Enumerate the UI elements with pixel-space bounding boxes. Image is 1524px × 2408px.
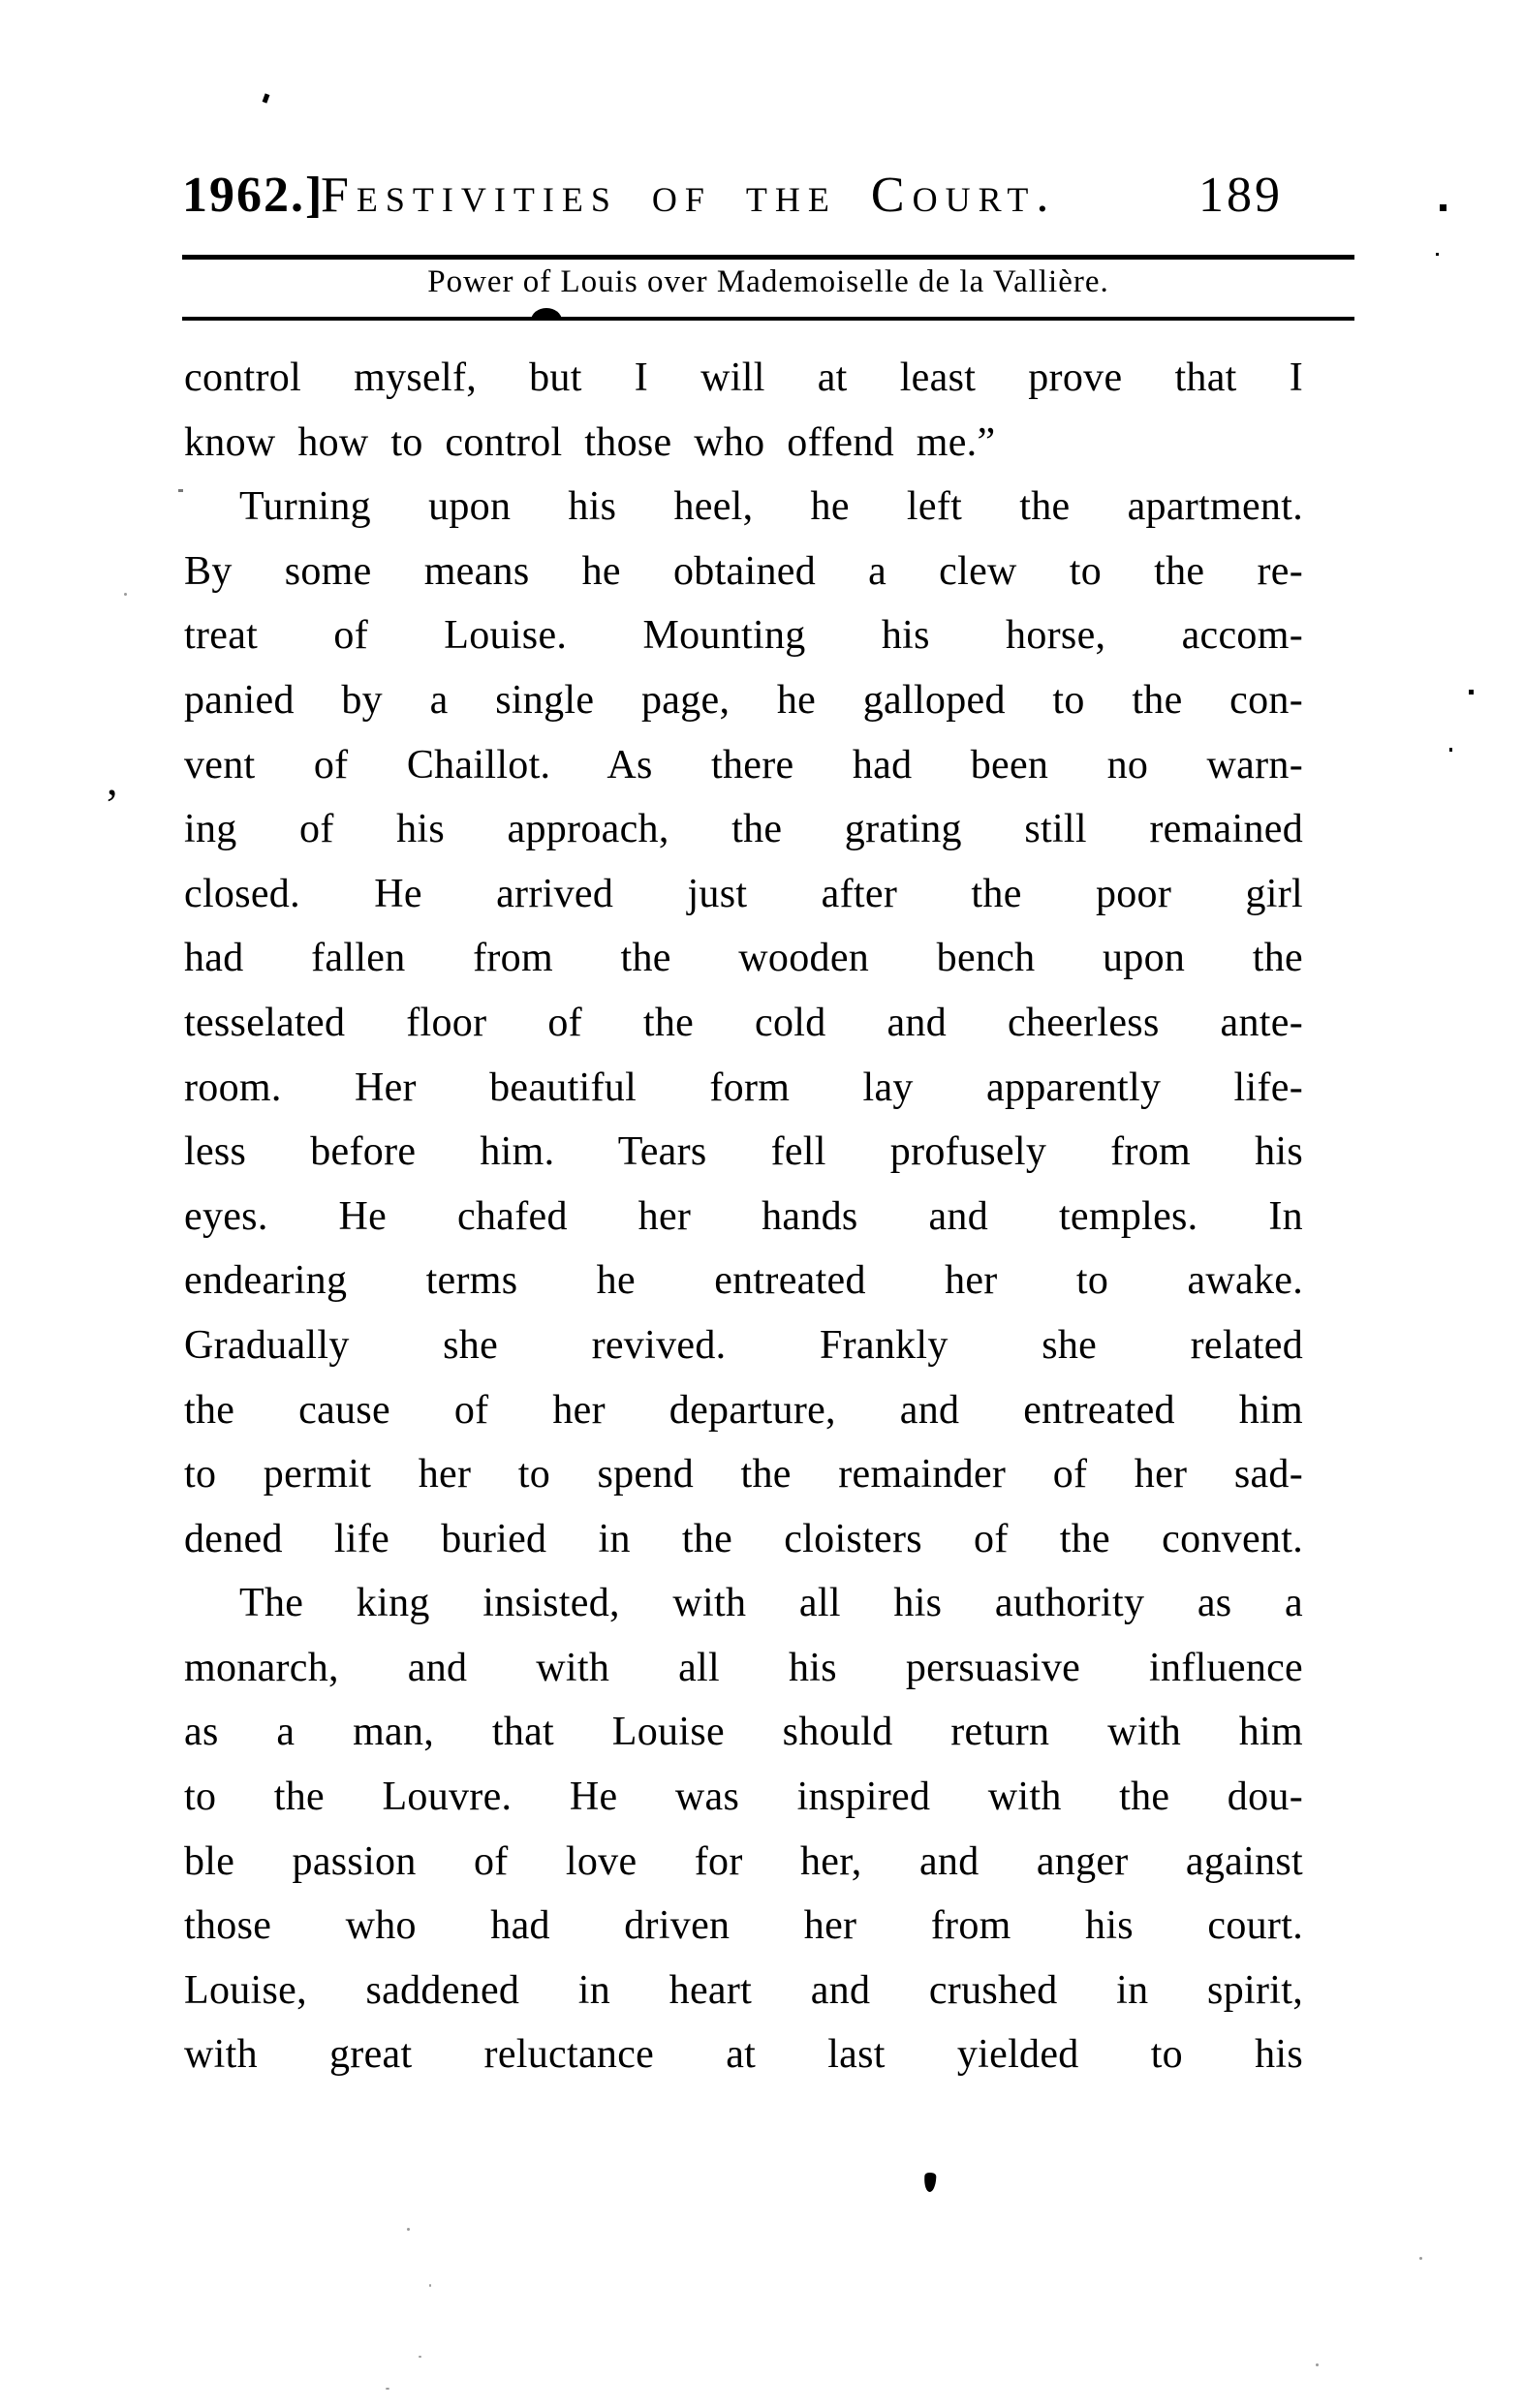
body-text: [184, 346, 1303, 2087]
header-page-number: 189: [1198, 168, 1283, 223]
text-line: Gradually she revived. Frankly she related: [184, 1322, 1303, 1368]
ink-speck: [1449, 748, 1452, 752]
ink-speck: [1436, 253, 1439, 256]
header-chapter-title: Festivities of the Court.: [321, 168, 1057, 223]
header-rule: [182, 255, 1354, 260]
text-line: less before him. Tears fell profusely from his: [184, 1129, 1303, 1175]
text-line: to the Louvre. He was inspired with the dou-: [184, 1775, 1303, 1820]
ink-speck: [263, 93, 270, 103]
ink-speck: [1469, 690, 1474, 695]
text-line: to permit her to spend the remainder of her sad-: [184, 1452, 1303, 1497]
text-line: monarch, and with all his persuasive influence: [184, 1645, 1303, 1690]
rule-ink-bump: [531, 308, 562, 321]
text-line: The king insisted, with all his authority as a: [239, 1581, 1303, 1626]
margin-comma-artifact: ,: [107, 755, 118, 804]
text-line: the cause of her departure, and entreated him: [184, 1387, 1303, 1433]
dust-speck: [1419, 2257, 1422, 2260]
text-line: eyes. He chafed her hands and temples. In: [184, 1193, 1303, 1239]
text-line: ble passion of love for her, and anger against: [184, 1838, 1303, 1884]
ink-speck: [1440, 204, 1446, 211]
text-line: room. Her beautiful form lay apparently life-: [184, 1065, 1303, 1110]
dust-speck: [124, 593, 127, 596]
text-line: closed. He arrived just after the poor girl: [184, 871, 1303, 916]
text-line: By some means he obtained a clew to the re-: [184, 548, 1303, 594]
dust-speck: [407, 2228, 410, 2231]
text-line: control myself, but I will at least prove that I: [184, 355, 1303, 400]
text-line: Turning upon his heel, he left the apartment.: [239, 484, 1303, 530]
dust-speck: [1316, 2363, 1319, 2366]
running-head-rule: [182, 317, 1354, 321]
text-line: vent of Chaillot. As there had been no warn-: [184, 742, 1303, 787]
text-line: treat of Louise. Mounting his horse, accom-: [184, 613, 1303, 659]
text-line: had fallen from the wooden bench upon the: [184, 936, 1303, 981]
text-line: with great reluctance at last yielded to his: [184, 2032, 1303, 2078]
text-line: know how to control those who offend me.”: [184, 419, 996, 465]
text-line: Louise, saddened in heart and crushed in spirit,: [184, 1967, 1303, 2013]
text-line: ing of his approach, the grating still remained: [184, 807, 1303, 852]
text-line: dened life buried in the cloisters of the convent.: [184, 1516, 1303, 1561]
text-line: tesselated floor of the cold and cheerless ante-: [184, 1000, 1303, 1045]
dust-speck: [429, 2284, 431, 2287]
dust-speck: [386, 2388, 389, 2390]
text-line: those who had driven her from his court.: [184, 1903, 1303, 1949]
text-line: endearing terms he entreated her to awake.: [184, 1258, 1303, 1304]
ink-speck: [178, 489, 183, 492]
ink-blot: [923, 2173, 936, 2193]
text-line: as a man, that Louise should return with him: [184, 1710, 1303, 1755]
text-line: panied by a single page, he galloped to the con-: [184, 677, 1303, 723]
running-head: Power of Louis over Mademoiselle de la Vallière.: [427, 264, 1109, 299]
dust-speck: [419, 2356, 421, 2358]
header-year-bracket: 1962.]: [182, 168, 325, 223]
